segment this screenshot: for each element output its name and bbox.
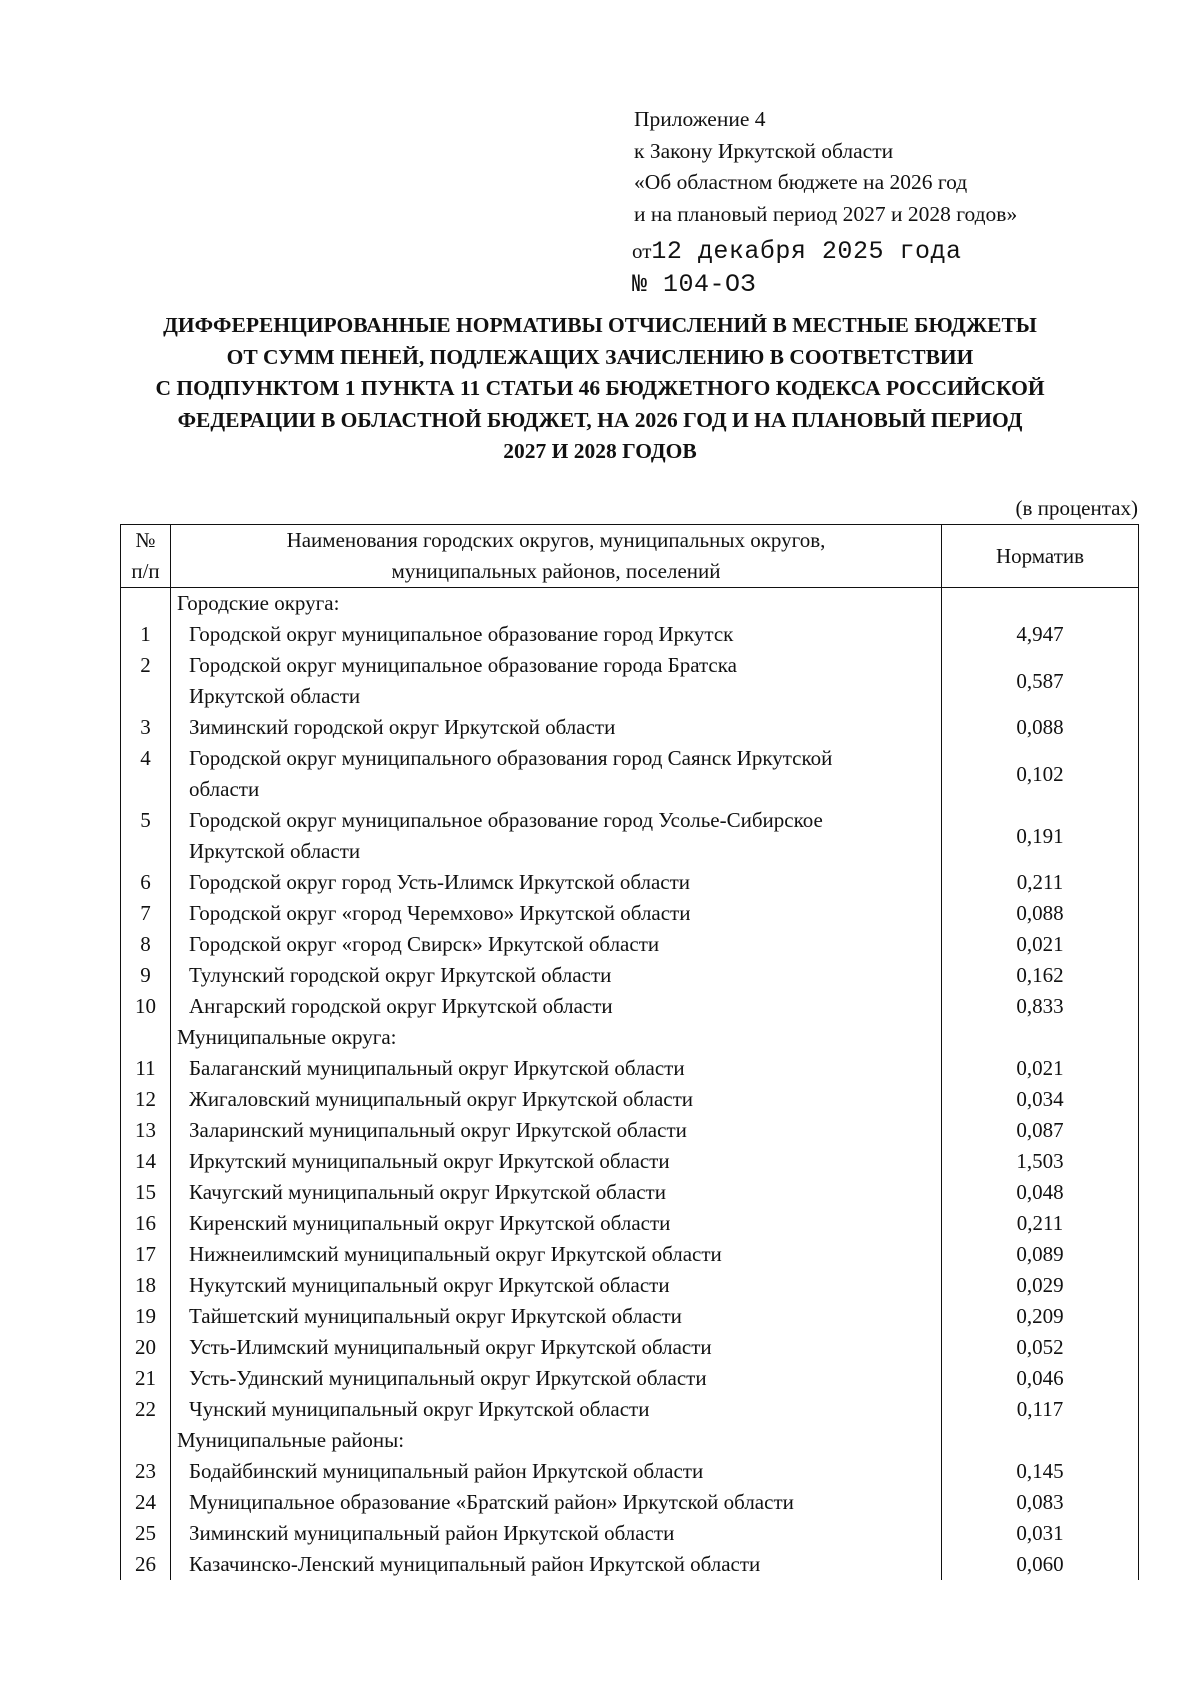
appendix-caption xyxy=(634,104,1017,230)
row-name-line: Городской округ «город Свирск» Иркутской области xyxy=(189,932,660,956)
row-name xyxy=(171,898,942,929)
row-value: 0,211 xyxy=(942,867,1139,898)
row-name xyxy=(171,960,942,991)
row-number: 14 xyxy=(121,1146,171,1177)
row-name-line: области xyxy=(189,777,260,801)
table-row xyxy=(121,1363,1139,1394)
date-value: 12 декабря 2025 года xyxy=(651,237,962,266)
row-name-line: Жигаловский муниципальный округ Иркутской области xyxy=(189,1087,694,1111)
table-body xyxy=(121,588,1139,1581)
row-name xyxy=(171,743,942,805)
row-name-line: Иркутской области xyxy=(189,684,361,708)
table-row xyxy=(121,1456,1139,1487)
table-row xyxy=(121,1549,1139,1580)
row-value: 0,048 xyxy=(942,1177,1139,1208)
table-row xyxy=(121,1146,1139,1177)
section-heading: Городские округа: xyxy=(171,588,942,620)
row-name-line: Муниципальное образование «Братский район» Иркутской области xyxy=(189,1490,794,1514)
header-name-line1: Наименования городских округов, муниципальных округов, xyxy=(286,528,826,552)
row-value: 0,587 xyxy=(942,650,1139,712)
appendix-line: и на плановый период 2027 и 2028 годов» xyxy=(634,201,1018,226)
row-number: 24 xyxy=(121,1487,171,1518)
row-number: 17 xyxy=(121,1239,171,1270)
table-row xyxy=(121,1270,1139,1301)
row-name xyxy=(171,805,942,867)
row-number: 25 xyxy=(121,1518,171,1549)
row-number: 13 xyxy=(121,1115,171,1146)
row-name-line: Нукутский муниципальный округ Иркутской области xyxy=(189,1273,670,1297)
row-name-line: Усть-Удинский муниципальный округ Иркутской области xyxy=(189,1366,707,1390)
row-value: 0,102 xyxy=(942,743,1139,805)
row-value: 0,117 xyxy=(942,1394,1139,1425)
row-name-line: Городской округ муниципальное образование города Братска xyxy=(189,653,737,677)
row-name-line: Зиминский муниципальный район Иркутской области xyxy=(189,1521,675,1545)
row-name xyxy=(171,991,942,1022)
appendix-line: «Об областном бюджете на 2026 год xyxy=(634,170,968,194)
row-number: 3 xyxy=(121,712,171,743)
row-value xyxy=(942,1425,1139,1456)
row-name xyxy=(171,1456,942,1487)
row-value: 0,021 xyxy=(942,1053,1139,1084)
row-name-line: Тулунский городской округ Иркутской области xyxy=(189,963,612,987)
row-name xyxy=(171,1301,942,1332)
header-name-line2: муниципальных районов, поселений xyxy=(391,559,721,583)
row-name xyxy=(171,1208,942,1239)
row-number: 26 xyxy=(121,1549,171,1580)
row-number: 19 xyxy=(121,1301,171,1332)
row-number: 7 xyxy=(121,898,171,929)
units-note: (в процентах) xyxy=(1015,496,1138,520)
appendix-line: Приложение 4 xyxy=(634,107,766,131)
header-norm: Норматив xyxy=(942,525,1139,588)
row-name xyxy=(171,867,942,898)
row-name xyxy=(171,619,942,650)
table-row xyxy=(121,929,1139,960)
table-row xyxy=(121,1487,1139,1518)
row-number: 18 xyxy=(121,1270,171,1301)
row-number: 15 xyxy=(121,1177,171,1208)
title-line: ОТ СУММ ПЕНЕЙ, ПОДЛЕЖАЩИХ ЗАЧИСЛЕНИЮ В СООТВЕТСТВИИ xyxy=(226,344,974,369)
table-row xyxy=(121,1084,1139,1115)
row-name-line: Ангарский городской округ Иркутской области xyxy=(189,994,613,1018)
row-value: 4,947 xyxy=(942,619,1139,650)
row-name xyxy=(171,1115,942,1146)
row-name-line: Усть-Илимский муниципальный округ Иркутской области xyxy=(189,1335,712,1359)
row-value: 0,046 xyxy=(942,1363,1139,1394)
table-row xyxy=(121,960,1139,991)
row-name-line: Казачинско-Ленский муниципальный район Иркутской области xyxy=(189,1552,761,1576)
row-value: 0,021 xyxy=(942,929,1139,960)
row-value: 0,034 xyxy=(942,1084,1139,1115)
row-name-line: Городской округ город Усть-Илимск Иркутской области xyxy=(189,870,691,894)
row-name xyxy=(171,650,942,712)
header-number-line2: п/п xyxy=(131,559,160,583)
title-line: С ПОДПУНКТОМ 1 ПУНКТА 11 СТАТЬИ 46 БЮДЖЕТНОГО КОДЕКСА РОССИЙСКОЙ xyxy=(155,376,1045,400)
table-row xyxy=(121,743,1139,805)
row-number: 20 xyxy=(121,1332,171,1363)
table-row xyxy=(121,867,1139,898)
row-number: 16 xyxy=(121,1208,171,1239)
row-name-line: Бодайбинский муниципальный район Иркутской области xyxy=(189,1459,704,1483)
row-value: 0,191 xyxy=(942,805,1139,867)
row-value xyxy=(942,1022,1139,1053)
table-row xyxy=(121,1053,1139,1084)
row-name-line: Городской округ «город Черемхово» Иркутской области xyxy=(189,901,691,925)
row-value: 0,083 xyxy=(942,1487,1139,1518)
row-value: 0,088 xyxy=(942,898,1139,929)
section-row xyxy=(121,1022,1139,1053)
table-row xyxy=(121,1177,1139,1208)
row-number: 10 xyxy=(121,991,171,1022)
row-name xyxy=(171,1084,942,1115)
row-name-line: Нижнеилимский муниципальный округ Иркутской области xyxy=(189,1242,722,1266)
row-number: 1 xyxy=(121,619,171,650)
row-name xyxy=(171,1053,942,1084)
row-value: 0,087 xyxy=(942,1115,1139,1146)
row-name xyxy=(171,1177,942,1208)
row-name-line: Тайшетский муниципальный округ Иркутской области xyxy=(189,1304,682,1328)
row-name xyxy=(171,1549,942,1580)
row-name xyxy=(171,1332,942,1363)
table-row xyxy=(121,1518,1139,1549)
row-name xyxy=(171,1363,942,1394)
header-number xyxy=(121,525,171,588)
table-row xyxy=(121,1332,1139,1363)
row-name-line: Городской округ муниципального образования город Саянск Иркутской xyxy=(189,746,833,770)
number-label: № xyxy=(632,270,648,299)
table-row xyxy=(121,712,1139,743)
row-number: 8 xyxy=(121,929,171,960)
section-row xyxy=(121,588,1139,620)
appendix-line: к Закону Иркутской области xyxy=(634,138,894,163)
row-name-line: Городской округ муниципальное образование город Усолье-Сибирское xyxy=(189,808,823,832)
table-row xyxy=(121,991,1139,1022)
table-row xyxy=(121,1301,1139,1332)
section-heading: Муниципальные округа: xyxy=(171,1022,942,1053)
row-number: 5 xyxy=(121,805,171,867)
row-number: 11 xyxy=(121,1053,171,1084)
row-name xyxy=(171,1239,942,1270)
row-value: 0,031 xyxy=(942,1518,1139,1549)
row-name-line: Киренский муниципальный округ Иркутской области xyxy=(189,1211,671,1235)
row-value: 1,503 xyxy=(942,1146,1139,1177)
row-number: 9 xyxy=(121,960,171,991)
number-value: 104-ОЗ xyxy=(663,270,757,299)
row-value: 0,088 xyxy=(942,712,1139,743)
header-name xyxy=(171,525,942,588)
table-row xyxy=(121,805,1139,867)
title-line: ФЕДЕРАЦИИ В ОБЛАСТНОЙ БЮДЖЕТ, НА 2026 ГОД И НА ПЛАНОВЫЙ ПЕРИОД xyxy=(177,407,1023,432)
row-name xyxy=(171,1270,942,1301)
title-line: ДИФФЕРЕНЦИРОВАННЫЕ НОРМАТИВЫ ОТЧИСЛЕНИЙ В МЕСТНЫЕ БЮДЖЕТЫ xyxy=(163,313,1037,337)
row-name xyxy=(171,1518,942,1549)
row-number: 22 xyxy=(121,1394,171,1425)
norms-table xyxy=(120,524,1139,1580)
row-name xyxy=(171,1146,942,1177)
row-value: 0,162 xyxy=(942,960,1139,991)
table-row xyxy=(121,898,1139,929)
row-value: 0,145 xyxy=(942,1456,1139,1487)
row-name xyxy=(171,712,942,743)
title-line: 2027 И 2028 ГОДОВ xyxy=(503,439,697,463)
row-number xyxy=(121,1425,171,1456)
row-name-line: Иркутский муниципальный округ Иркутской области xyxy=(189,1149,670,1173)
row-value xyxy=(942,588,1139,620)
row-value: 0,209 xyxy=(942,1301,1139,1332)
header-number-line1: № xyxy=(135,528,156,552)
row-number: 23 xyxy=(121,1456,171,1487)
row-number: 6 xyxy=(121,867,171,898)
row-name xyxy=(171,929,942,960)
table-row xyxy=(121,1208,1139,1239)
table-header-row xyxy=(121,525,1139,588)
row-number xyxy=(121,588,171,620)
row-name-line: Зиминский городской округ Иркутской области xyxy=(189,715,616,739)
row-number: 4 xyxy=(121,743,171,805)
section-row xyxy=(121,1425,1139,1456)
row-value: 0,060 xyxy=(942,1549,1139,1580)
date-label: от xyxy=(632,239,652,263)
row-name xyxy=(171,1394,942,1425)
table-row xyxy=(121,1239,1139,1270)
row-name-line: Балаганский муниципальный округ Иркутской области xyxy=(189,1056,685,1080)
row-name xyxy=(171,1487,942,1518)
table-row xyxy=(121,1115,1139,1146)
row-name-line: Качугский муниципальный округ Иркутской области xyxy=(189,1180,666,1204)
row-value: 0,052 xyxy=(942,1332,1139,1363)
row-name-line: Городской округ муниципальное образование город Иркутск xyxy=(189,622,734,646)
row-value: 0,089 xyxy=(942,1239,1139,1270)
row-name-line: Чунский муниципальный округ Иркутской области xyxy=(189,1397,650,1421)
row-name-line: Заларинский муниципальный округ Иркутской области xyxy=(189,1118,687,1142)
row-number xyxy=(121,1022,171,1053)
registration-stamp xyxy=(632,236,961,300)
row-number: 21 xyxy=(121,1363,171,1394)
document-title xyxy=(70,310,1130,468)
row-number: 12 xyxy=(121,1084,171,1115)
table-row xyxy=(121,650,1139,712)
row-value: 0,029 xyxy=(942,1270,1139,1301)
table-row xyxy=(121,1394,1139,1425)
row-number: 2 xyxy=(121,650,171,712)
row-value: 0,211 xyxy=(942,1208,1139,1239)
row-name-line: Иркутской области xyxy=(189,839,361,863)
table-row xyxy=(121,619,1139,650)
row-value: 0,833 xyxy=(942,991,1139,1022)
section-heading: Муниципальные районы: xyxy=(171,1425,942,1456)
